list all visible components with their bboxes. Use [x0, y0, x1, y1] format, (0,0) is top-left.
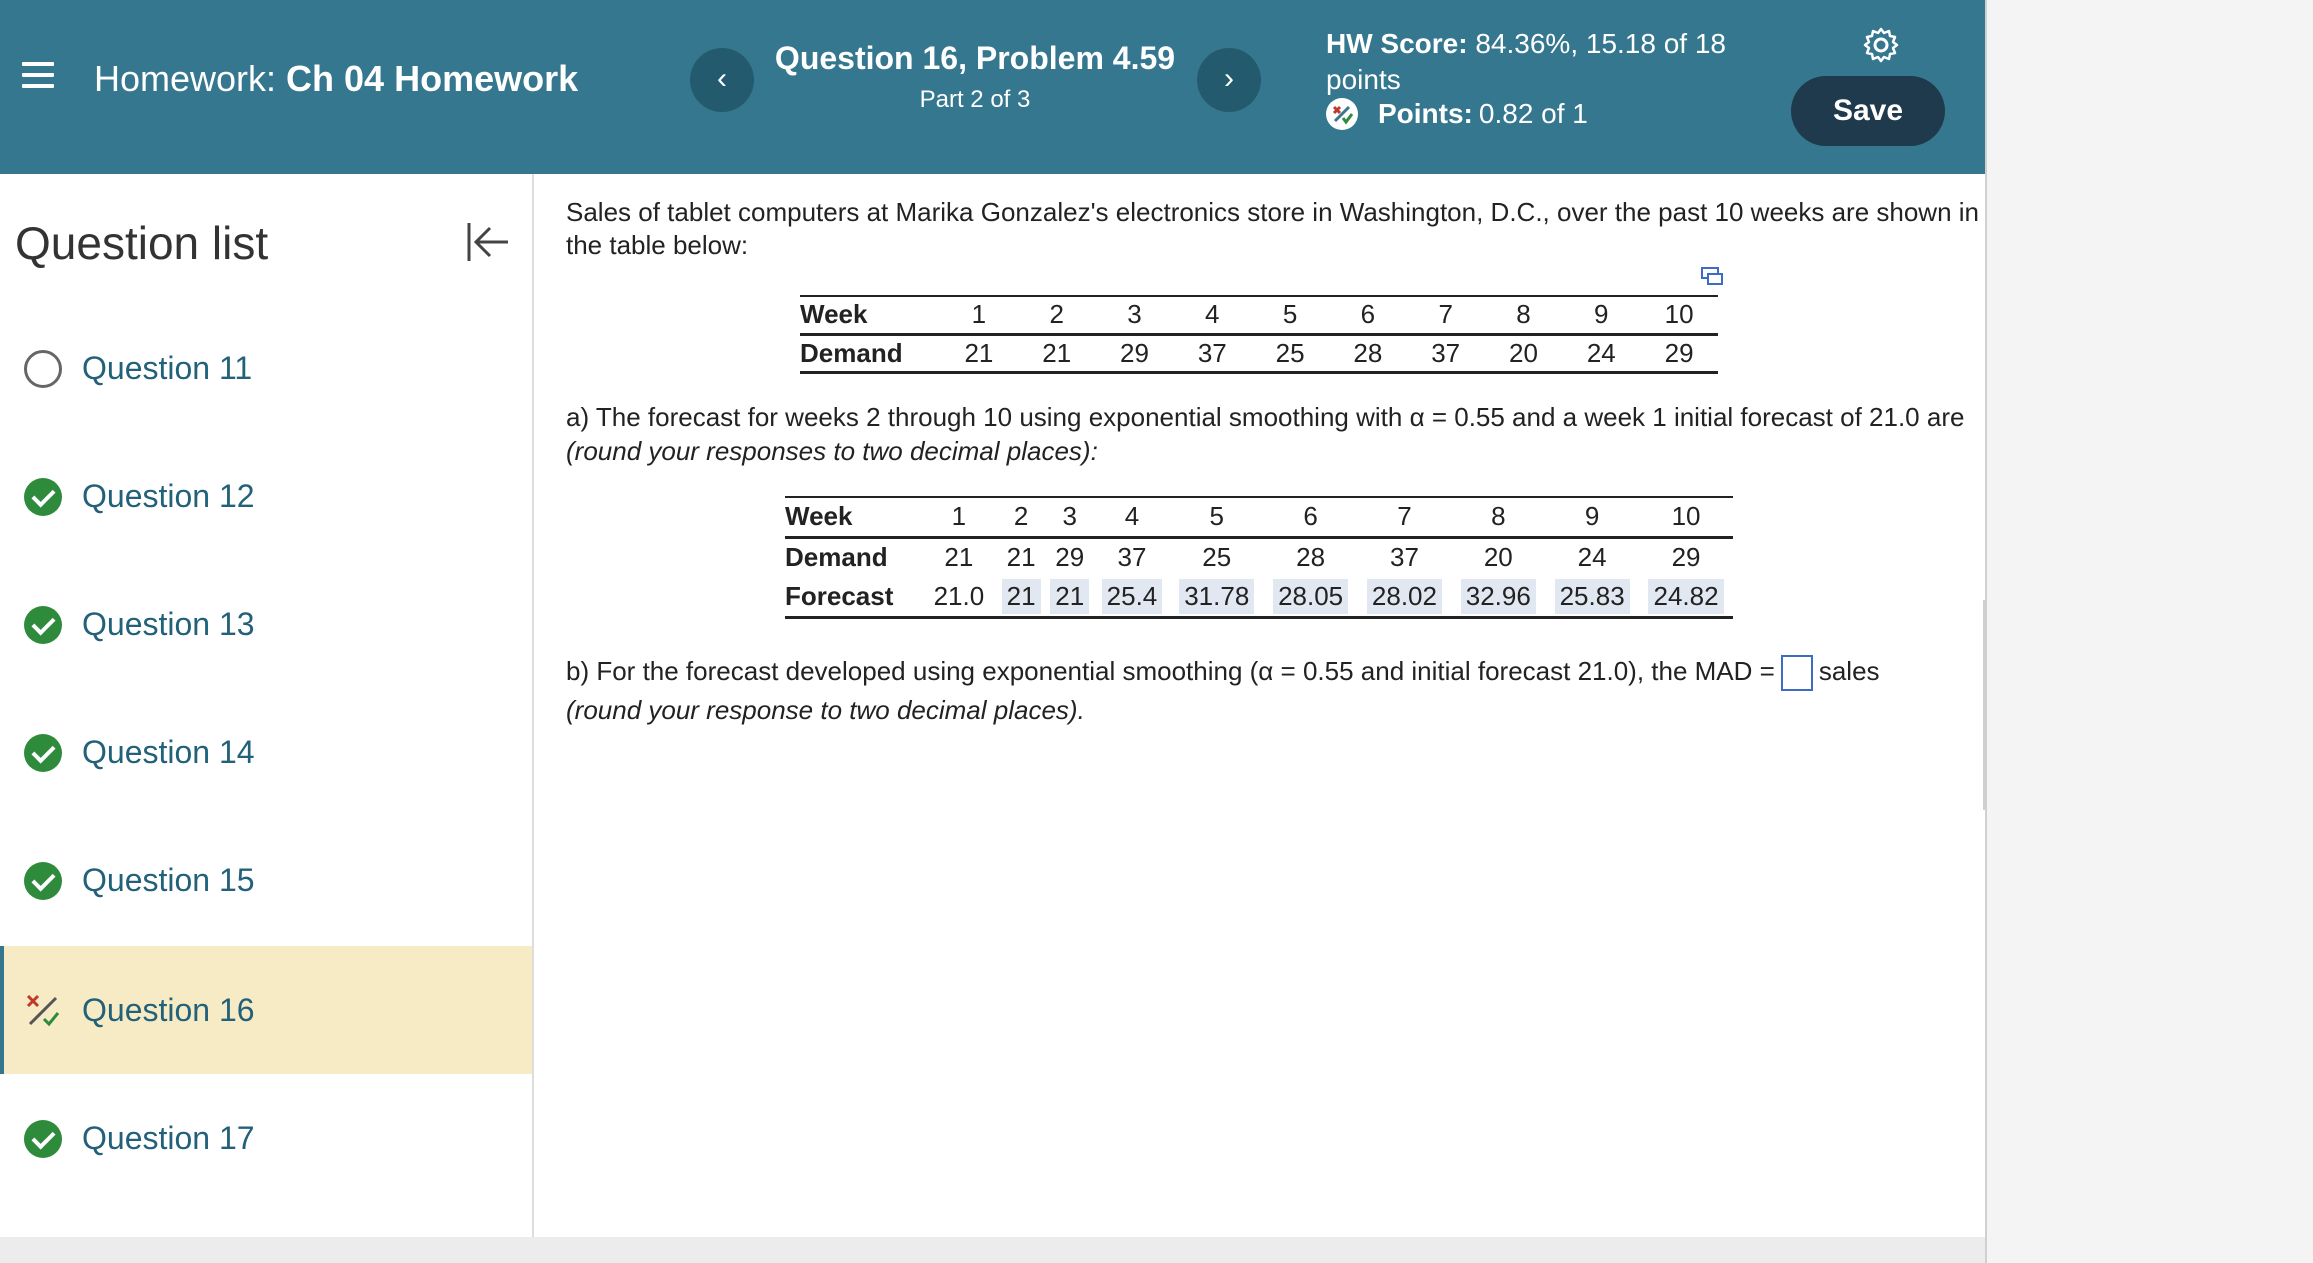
question-list-sidebar — [0, 174, 534, 1237]
part-b-text: b) For the forecast developed using exponential smoothing (α = 0.55 and initial forecast 21.0), the MAD = — [566, 656, 1775, 686]
table-cell: 25 — [1202, 542, 1232, 573]
part-a-text: a) The forecast for weeks 2 through 10 using exponential smoothing with α = 0.55 and a week 1 initial forecast of 21.0 are — [566, 402, 1965, 432]
forecast-cell[interactable] — [1545, 577, 1639, 617]
table-cell: 1 — [940, 296, 1018, 334]
table-cell: 28 — [1353, 337, 1383, 368]
sidebar-item-label: Question 12 — [82, 478, 255, 514]
table-cell: 37 — [1389, 542, 1419, 573]
part-b-unit: sales — [1818, 656, 1880, 686]
week-header: Week — [785, 497, 921, 537]
check-icon — [24, 478, 62, 516]
forecast-cell[interactable] — [997, 577, 1046, 617]
table-cell: 9 — [1562, 296, 1640, 334]
part-b-prompt — [566, 652, 1986, 729]
question-title: Question 16, Problem 4.59 — [774, 40, 1176, 76]
answer-field[interactable]: 31.78 — [1179, 579, 1254, 614]
table-cell: 10 — [1640, 296, 1718, 334]
demand-header: Demand — [785, 542, 888, 573]
answer-field[interactable]: 25.83 — [1555, 579, 1630, 614]
table-row-demand — [785, 537, 1733, 577]
forecast-cell[interactable] — [1358, 577, 1452, 617]
problem-area — [534, 174, 1985, 1237]
sidebar-item-question-15[interactable] — [0, 816, 532, 944]
answer-field[interactable]: 32.96 — [1461, 579, 1536, 614]
part-a-prompt — [566, 400, 1986, 468]
right-gray-area — [1985, 0, 2313, 1263]
homework-title — [94, 58, 578, 100]
answer-field[interactable]: 24.82 — [1648, 579, 1723, 614]
chevron-left-icon: ‹ — [717, 62, 727, 95]
forecast-cell[interactable] — [1045, 577, 1094, 617]
partial-credit-icon — [24, 992, 62, 1030]
forecast-cell[interactable] — [1639, 577, 1733, 617]
forecast-cell[interactable] — [1094, 577, 1170, 617]
table-cell: 7 — [1407, 296, 1485, 334]
table-cell: 9 — [1545, 497, 1639, 537]
check-icon — [24, 1120, 62, 1158]
sidebar-item-label: Question 13 — [82, 606, 255, 642]
table-row-week — [785, 497, 1733, 537]
table-cell: 21 — [944, 542, 974, 573]
chevron-right-icon: › — [1224, 62, 1234, 95]
sidebar-item-label: Question 15 — [82, 862, 255, 898]
bottom-bar — [0, 1237, 1985, 1263]
question-list-title: Question list — [15, 217, 269, 269]
next-question-button[interactable] — [1197, 48, 1261, 112]
collapse-left-icon[interactable] — [464, 218, 512, 266]
forecast-header: Forecast — [785, 580, 894, 611]
table-row-forecast — [785, 577, 1733, 617]
table-cell: 28 — [1296, 542, 1326, 573]
table-cell: 37 — [1117, 542, 1147, 573]
answer-field[interactable]: 21 — [1002, 579, 1041, 614]
sidebar-item-label: Question 16 — [82, 992, 255, 1028]
question-part: Part 2 of 3 — [919, 86, 1031, 113]
part-b-rounding: (round your response to two decimal places). — [566, 695, 1085, 726]
unattempted-icon — [24, 350, 62, 388]
copy-table-icon[interactable] — [1700, 266, 1724, 286]
table-cell: 24 — [1577, 542, 1607, 573]
table-cell: 29 — [1664, 337, 1694, 368]
forecast-cell[interactable] — [1170, 577, 1264, 617]
score-value: 84.36%, 15.18 of 18 points — [1326, 28, 1727, 95]
table-cell: 29 — [1671, 542, 1701, 573]
mad-input[interactable] — [1781, 655, 1813, 691]
forecast-cell — [921, 577, 997, 617]
table-cell: 8 — [1485, 296, 1563, 334]
table-cell: 37 — [1197, 337, 1227, 368]
sidebar-item-question-13[interactable] — [0, 560, 532, 688]
partial-credit-icon — [1326, 98, 1358, 130]
sidebar-item-label: Question 11 — [82, 350, 253, 386]
sidebar-item-question-11[interactable] — [0, 304, 532, 432]
sidebar-item-label: Question 14 — [82, 734, 255, 770]
check-icon — [24, 734, 62, 772]
table-cell: 5 — [1251, 296, 1329, 334]
sidebar-item-question-16[interactable] — [0, 946, 532, 1074]
demand-header: Demand — [800, 337, 903, 368]
table-cell: 21 — [964, 337, 994, 368]
table-cell: 20 — [1483, 542, 1513, 573]
forecast-cell[interactable] — [1264, 577, 1358, 617]
table-cell: 5 — [1170, 497, 1264, 537]
answer-field[interactable]: 25.4 — [1102, 579, 1163, 614]
check-icon — [24, 862, 62, 900]
homework-name: Ch 04 Homework — [286, 58, 579, 99]
sidebar-item-label: Question 17 — [82, 1120, 255, 1156]
points-label: Points: — [1378, 98, 1473, 129]
save-button[interactable]: Save — [1791, 76, 1945, 146]
homework-prefix: Homework: — [94, 58, 277, 99]
table-cell: 6 — [1264, 497, 1358, 537]
sidebar-item-question-17[interactable] — [0, 1074, 532, 1202]
table-cell: 10 — [1639, 497, 1733, 537]
top-header — [0, 0, 1985, 174]
problem-intro: Sales of tablet computers at Marika Gonzalez's electronics store in Washington, D.C., over the past 10 weeks are shown in the table below: — [566, 197, 1980, 260]
table-cell: 6 — [1329, 296, 1407, 334]
table-cell: 7 — [1358, 497, 1452, 537]
answer-field[interactable]: 28.05 — [1273, 579, 1348, 614]
answer-field[interactable]: 21 — [1050, 579, 1089, 614]
forecast-table — [785, 496, 1733, 619]
table-cell: 25 — [1275, 337, 1305, 368]
table-cell: 21 — [1042, 337, 1072, 368]
table-cell: 24 — [1586, 337, 1616, 368]
answer-field[interactable]: 28.02 — [1367, 579, 1442, 614]
prev-question-button[interactable] — [690, 48, 754, 112]
week-header: Week — [800, 296, 940, 334]
score-label: HW Score: — [1326, 28, 1468, 59]
table-cell: 3 — [1096, 296, 1174, 334]
table-cell: 37 — [1431, 337, 1461, 368]
table-row-week — [800, 296, 1718, 334]
gear-icon[interactable] — [1862, 26, 1900, 64]
sidebar-item-question-14[interactable] — [0, 688, 532, 816]
table-cell: 20 — [1509, 337, 1538, 368]
table-cell: 1 — [921, 497, 997, 537]
table-cell: 2 — [997, 497, 1046, 537]
forecast-value: 21.0 — [933, 580, 985, 611]
sidebar-item-question-12[interactable] — [0, 432, 532, 560]
part-a-rounding: (round your responses to two decimal places): — [566, 436, 1098, 466]
table-cell: 3 — [1045, 497, 1094, 537]
table-cell: 4 — [1173, 296, 1251, 334]
hw-score — [1326, 26, 1766, 98]
table-cell: 29 — [1055, 542, 1085, 573]
table-row-demand — [800, 334, 1718, 372]
check-icon — [24, 606, 62, 644]
forecast-cell[interactable] — [1451, 577, 1545, 617]
points-line — [1326, 98, 1588, 130]
table-cell: 8 — [1451, 497, 1545, 537]
table-cell: 4 — [1094, 497, 1170, 537]
hamburger-icon[interactable] — [22, 62, 54, 90]
table-cell: 29 — [1120, 337, 1149, 368]
table-cell: 21 — [1006, 542, 1036, 573]
table-cell: 2 — [1018, 296, 1096, 334]
demand-table — [800, 295, 1718, 374]
points-value: 0.82 of 1 — [1478, 98, 1588, 129]
